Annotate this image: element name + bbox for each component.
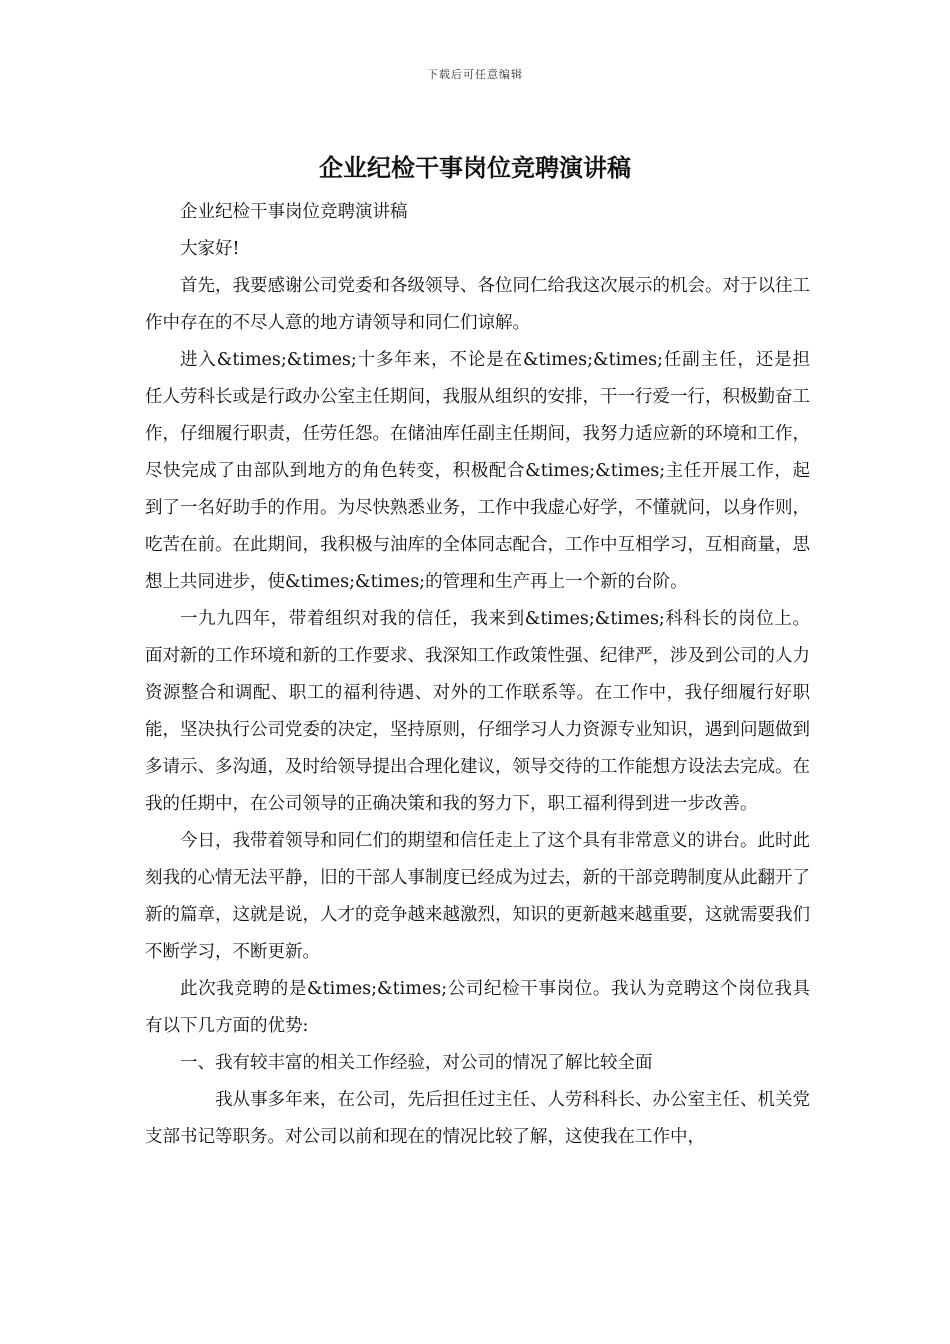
- paragraph-experience: 我从事多年来，在公司，先后担任过主任、人劳科科长、办公室主任、机关党支部书记等职务。对公司以前和现在的情况比较了解，这使我在工作中，: [145, 1090, 810, 1147]
- paragraph-position: 此次我竞聘的是&times;&times;公司纪检干事岗位。我认为竞聘这个岗位我具有以下几方面的优势:: [145, 979, 810, 1036]
- header-note: 下载后可任意编辑: [427, 68, 523, 81]
- paragraph-thanks: 首先，我要感谢公司党委和各级领导、各位同仁给我这次展示的机会。对于以往工作中存在的不尽人意的地方请领导和同仁们谅解。: [145, 276, 810, 333]
- paragraph-career: 进入&times;&times;十多年来，不论是在&times;&times;任副主任，还是担任人劳科长或是行政办公室主任期间，我服从组织的安排，干一行爱一行，积极勤奋工作，仔细履行职责，任劳任怨。在储油库任副主任期间，我努力适应新的环境和工作，尽快完成了由部队到地方的角色转变，积极配合&times;&times;主任开展工作，起到了一名好助手的作用。为尽快熟悉业务，工作中我虚心好学，不懂就问，以身作则，吃苦在前。在此期间，我积极与油库的全体同志配合，工作中互相学习，互相商量，思想上共同进步，使&times;&times;的管理和生产再上一个新的台阶。: [145, 350, 810, 592]
- paragraph-subtitle: 企业纪检干事岗位竞聘演讲稿: [180, 202, 408, 222]
- document-body: [145, 194, 810, 1156]
- paragraph-today: 今日，我带着领导和同仁们的期望和信任走上了这个具有非常意义的讲台。此时此刻我的心情无法平静，旧的干部人事制度已经成为过去，新的干部竞聘制度从此翻开了新的篇章，这就是说，人才的竞争越来越激烈，知识的更新越来越重要，这就需要我们不断学习，不断更新。: [145, 831, 810, 962]
- paragraph-greeting: 大家好!: [180, 239, 240, 259]
- paragraph-1994: 一九九四年，带着组织对我的信任，我来到&times;&times;科科长的岗位上。面对新的工作环境和新的工作要求、我深知工作政策性强、纪律严，涉及到公司的人力资源整合和调配、职工的福利待遇、对外的工作联系等。在工作中，我仔细履行好职能，坚决执行公司党委的决定，坚持原则，仔细学习人力资源专业知识，遇到问题做到多请示、多沟通，及时给领导提出合理化建议，领导交待的工作能想方设法去完成。在我的任期中，在公司领导的正确决策和我的努力下，职工福利得到进一步改善。: [145, 609, 810, 814]
- document-title: 企业纪检干事岗位竞聘演讲稿: [319, 153, 631, 182]
- paragraph-point-one: 一、我有较丰富的相关工作经验，对公司的情况了解比较全面: [180, 1053, 653, 1073]
